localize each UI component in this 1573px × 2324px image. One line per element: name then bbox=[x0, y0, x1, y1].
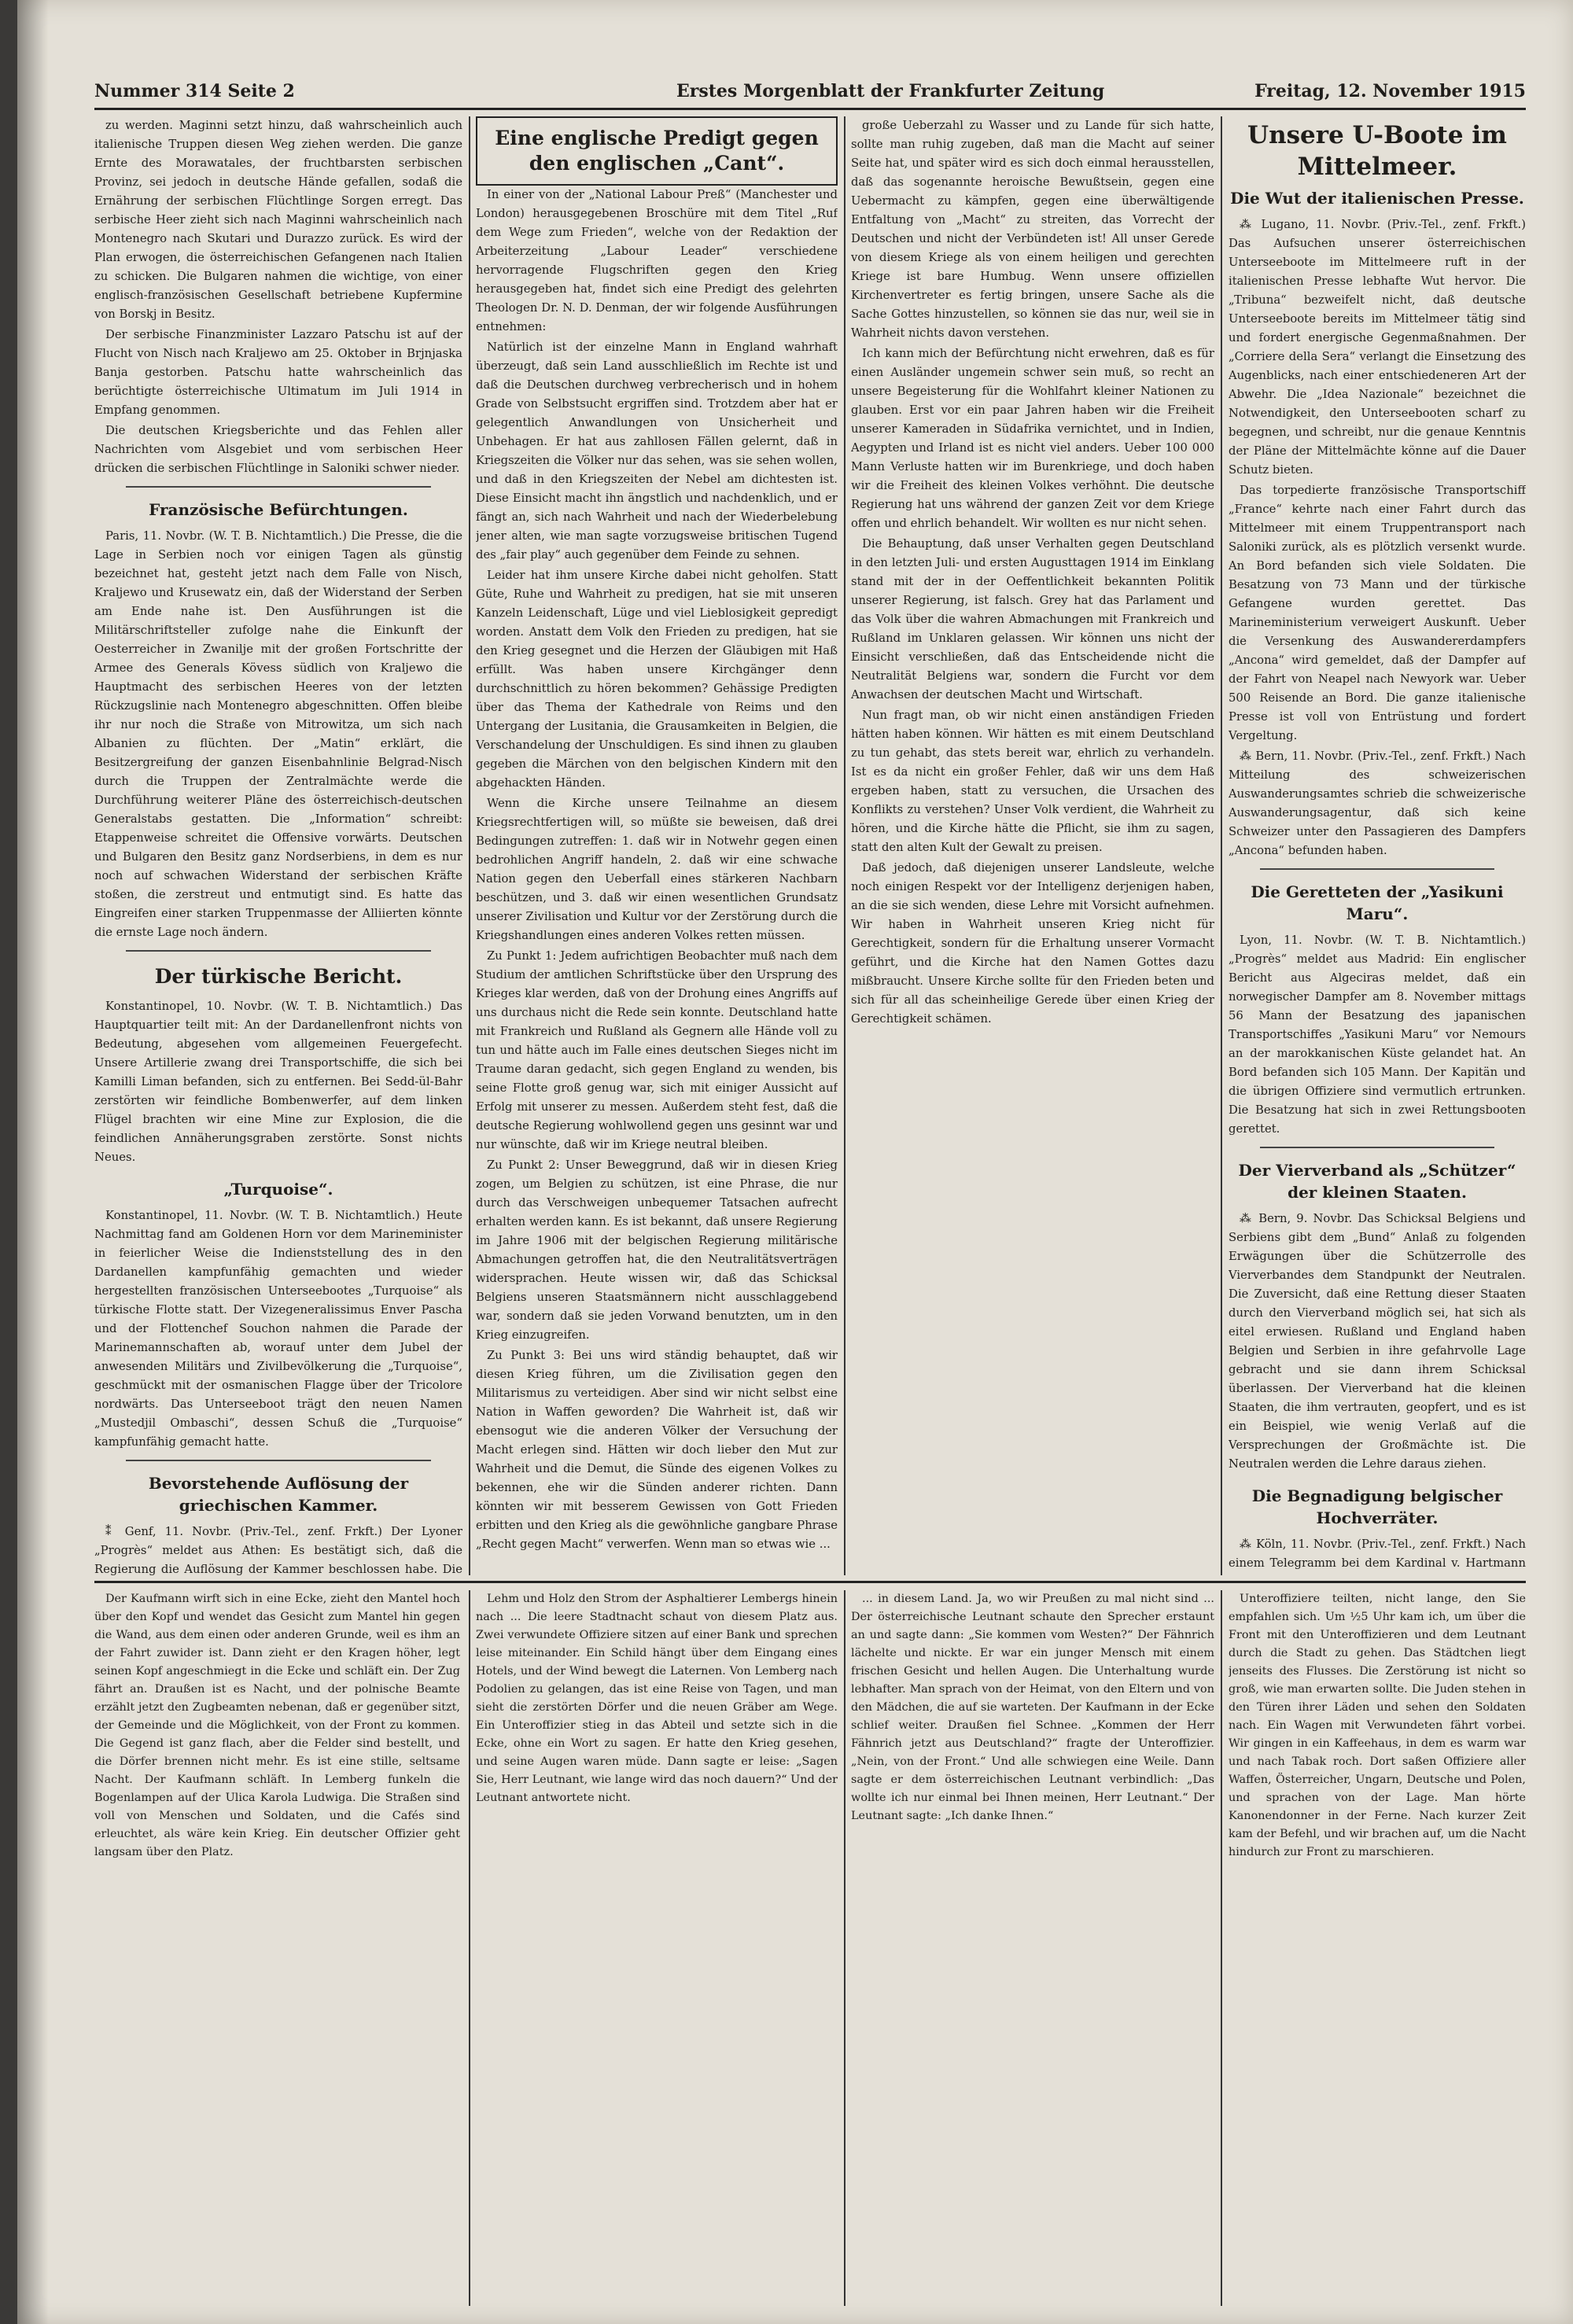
article-text: Die Behauptung, daß unser Verhalten gegen Deutschland in den letzten Juli- und ersten Augusttagen 1914 im Einklang stand mit der in der Oeffentlichkeit bekannten Politik unserer Regierung, ist falsch. Grey hat das Parlament und das Volk über die wahren Abmachungen mit Frankreich und Rußland im Unklaren gelassen. Wir können uns nicht der Einsicht verschließen, daß das Entscheidende nicht die Neutralität Belgiens war, sondern die Furcht vor dem Anwachsen der deutschen Macht und Wirtschaft. bbox=[851, 537, 1214, 702]
divider bbox=[1260, 868, 1494, 870]
headline: Unsere U-Boote im Mittelmeer. bbox=[1247, 121, 1507, 181]
masthead-rule bbox=[94, 108, 1526, 110]
column-4 bbox=[1229, 116, 1526, 1575]
column-2 bbox=[476, 116, 838, 1575]
column-rule bbox=[1221, 1590, 1222, 2306]
article-text: Leider hat ihm unsere Kirche dabei nicht geholfen. Statt Güte, Ruhe und Wahrheit zu predigen, hat sie mit unseren Kanzeln Leidenschaft, Lüge und viel Lieblosigkeit gepredigt worden. Anstatt dem Volk den Frieden zu predigen, hat sie den Krieg gesegnet und die Herzen der Gläubigen mit Haß erfüllt. Was haben unsere Kirchgänger denn durchschnittlich zu hören bekommen? Gehässige Predigten über das Thema der Kathedrale von Reims und den Untergang der Lusitania, die Grausamkeiten in Belgien, die Verschandelung der Unschuldigen. Es sind ihnen zu glauben gegeben die Märchen von den belgischen Kindern mit den abgehackten Händen. bbox=[476, 569, 838, 790]
article-text: ⁂ Bern, 11. Novbr. (Priv.-Tel., zenf. Frkft.) Nach Mitteilung des schweizerischen Auswanderungsamtes schrieb die schweizerische Auswanderungsagentur, daß sich keine Schweizer unter den Passagieren des Dampfers „Ancona“ befunden haben. bbox=[1229, 749, 1526, 857]
feuilleton-text: Der Kaufmann wirft sich in eine Ecke, zieht den Mantel hoch über den Kopf und wendet das Gesicht zum Mantel hin gegen die Wand, aus dem einen oder anderen Grunde, weil es ihm an der Fahrt zuwider ist. Dann zieht er den Kragen höher, legt seinen Kopf angeschmiegt in die Ecke und schläft ein. Der Zug fährt an. Draußen ist es Nacht, und der polnische Beamte erzählt jetzt den Zugbeamten nebenan, daß er gegenüber sitzt, der Gemeinde und die Möglichkeit, von der Front zu kommen. Die Gegend ist ganz flach, aber die Felder sind bestellt, und die Dörfer brennen nicht mehr. Es ist eine stille, seltsame Nacht. Der Kaufmann schläft. In Lemberg funkeln die Bogenlampen auf der Ulica Karola Ludwiga. Die Straßen sind voll von Menschen und Soldaten, und die Cafés sind erleuchtet, als wäre kein Krieg. Ein deutscher Offizier geht langsam über den Platz. bbox=[94, 1593, 460, 1858]
page-fold-shadow bbox=[17, 0, 49, 2324]
column-rule bbox=[469, 116, 470, 1575]
article-text: Konstantinopel, 11. Novbr. (W. T. B. Nichtamtlich.) Heute Nachmittag fand am Goldenen Horn vor dem Marineminister in feierlicher Weise die Indienststellung des in den Dardanellen kampfunfähig gemachten und wieder hergestellten französischen Unterseebootes „Turquoise“ als türkische Flotte statt. Der Vizegeneralissimus Enver Pascha und der Flottenchef Souchon nahmen die Parade der Marinemannschaften ab, worauf unter dem Jubel der anwesenden Militärs und Zivilbevölkerung die „Turquoise“, geschmückt mit der osmanischen Flagge über der Tricolore nordwärts. Das Unterseeboot trägt den neuen Namen „Mustedjil Ombaschi“, dessen Schuß die „Turquoise“ kampfunfähig gemacht hatte. bbox=[94, 1209, 462, 1449]
article-text: Ich kann mich der Befürchtung nicht erwehren, daß es für einen Ausländer ungemein schwer sein muß, so recht an unsere Begeisterung für die Wohlfahrt kleiner Nationen zu glauben. Erst vor ein paar Jahren haben wir die Freiheit unserer Kameraden in Südafrika vernichtet, und in Indien, Aegypten und Irland ist es nicht viel anders. Ueber 100 000 Mann Verluste hatten wir im Burenkriege, und doch haben wir die Freiheit des kleinen Volkes verhöhnt. Die deutsche Regierung hat uns während der ganzen Zeit vor dem Kriege offen und ehrlich behandelt. Wir wollten es nur nicht sehen. bbox=[851, 347, 1214, 530]
headline: Französische Befürchtungen. bbox=[149, 500, 408, 519]
article-text: Natürlich ist der einzelne Mann in England wahrhaft überzeugt, daß sein Land ausschließlich im Rechte ist und daß die Deutschen durchweg verbrecherisch und in hohem Grade von Selbstsucht ergriffen sind. Trotzdem aber hat er gelegentlich Anwandlungen von Unsicherheit und Unbehagen. Er hat aus zahllosen Fällen gelernt, daß in Kriegszeiten die Völker nur das sehen, was sie sehen wollen, und daß in den Kriegszeiten der Nebel am dichtesten ist. Diese Einsicht macht ihn ängstlich und nachdenklich, und er fängt an, sich nach Wahrheit und nach der Wiederbelebung jener alten, wie man sagte vorzugsweise britischen Tugend des „fair play“ auch gegenüber dem Feinde zu sehnen. bbox=[476, 341, 838, 562]
feuilleton-text: ... in diesem Land. Ja, wo wir Preußen zu mal nicht sind ... Der österreichische Leutnant schaute den Sprecher erstaunt an und sagte dann: „Sie kommen vom Westen?“ Der Fähnrich lächelte und nickte. Er war ein junger Mensch mit einem frischen Gesicht und hellen Augen. Die Unterhaltung wurde lebhafter. Man sprach von der Heimat, von den Eltern und von den Mädchen, die auf sie warteten. Der Kaufmann in der Ecke schlief weiter. Draußen fiel Schnee. „Kommen der Herr Fähnrich jetzt aus Deutschland?“ fragte der Unteroffizier. „Nein, von der Front.“ Und alle schwiegen eine Weile. Dann sagte er dem österreichischen Leutnant verbindlich: „Das wollte ich nur einmal bei Ihnen meinen, Herr Leutnant.“ Der Leutnant sagte: „Ich danke Ihnen.“ bbox=[851, 1593, 1214, 1822]
feuilleton-rule bbox=[94, 1581, 1526, 1583]
article-text: Zu Punkt 2: Unser Beweggrund, daß wir in diesen Krieg zogen, um Belgien zu schützen, ist eine Phrase, die nur durch das Verschweigen unbequemer Tatsachen aufrecht erhalten werden kann. Es ist bekannt, daß unsere Regierung im Jahre 1906 mit der belgischen Regierung militärische Abmachungen getroffen hat, die den Neutralitätsverträgen widersprachen. Heute wissen wir, daß das Schicksal Belgiens unseren Staatsmännern nicht ausschlaggebend war, sondern daß sie jeden Vorwand benutzten, um in den Krieg einzugreifen. bbox=[476, 1158, 838, 1342]
article-text: Nun fragt man, ob wir nicht einen anständigen Frieden hätten haben können. Wir hätten es mit einem Deutschland zu tun gehabt, das stets bereit war, ehrlich zu verhandeln. Ist es da nicht ein großer Fehler, daß wir uns dem Haß ergeben haben, statt zu versuchen, die Ursachen des Konflikts zu verstehen? Unser Volk verdient, die Wahrheit zu hören, und die Kirche hätte die Pflicht, sie ihm zu sagen, statt den alten Kult der Gewalt zu preisen. bbox=[851, 709, 1214, 854]
headline: Der Vierverband als „Schützer“ der kleinen Staaten. bbox=[1238, 1161, 1516, 1202]
article-text: Zu Punkt 3: Bei uns wird ständig behauptet, daß wir diesen Krieg führen, um die Zivilisation gegen den Militarismus zu verteidigen. Aber sind wir nicht selbst eine Nation in Waffen geworden? Die Wahrheit ist, daß wir ebensogut wie die anderen Völker der Versuchung der Macht erlegen sind. Hätten wir doch lieber den Mut zur Wahrheit und die Demut, die Sünde des eigenen Volkes zu bekennen, ehe wir die Sünden anderer richten. Dann könnten wir mit besserem Gewissen von Gott Frieden erbitten und den Krieg als die gewöhnliche gangbare Phrase „Recht gegen Macht“ verwerfen. Wenn man so etwas wie ... bbox=[476, 1349, 838, 1551]
column-rule bbox=[844, 116, 845, 1575]
feuilleton-column-4 bbox=[1229, 1590, 1526, 2306]
headline: Bevorstehende Auflösung der griechischen Kammer. bbox=[148, 1474, 409, 1515]
column-rule bbox=[469, 1590, 470, 2306]
column-rule bbox=[1221, 116, 1222, 1575]
article-text: Konstantinopel, 10. Novbr. (W. T. B. Nichtamtlich.) Das Hauptquartier teilt mit: An der Dardanellenfront nichts von Bedeutung, abgesehen vom allgemeinen Feuergefecht. Unsere Artillerie zwang drei Transportschiffe, die sich bei Kamilli Liman befanden, sich zu entfernen. Bei Sedd-ül-Bahr zerstörten wir feindliche Bombenwerfer, auf dem linken Flügel brachten wir eine Mine zur Explosion, die die feindlichen Annäherungsgraben zerstörte. Sonst nichts Neues. bbox=[94, 1000, 462, 1164]
article-text: In einer von der „National Labour Preß“ (Manchester und London) herausgegebenen Broschüre mit dem Titel „Ruf dem Wege zum Frieden“, welche von der Redaktion der Arbeiterzeitung „Labour Leader“ verschiedene hervorragende Flugschriften gegen den Krieg herausgegeben hat, findet sich eine Predigt des gelehrten Theologen Dr. N. D. Denman, der wir folgende Ausführungen entnehmen: bbox=[476, 188, 838, 333]
headline: Eine englische Predigt gegen den englischen „Cant“. bbox=[495, 127, 819, 175]
headline: Die Begnadigung belgischer Hochverräter. bbox=[1251, 1486, 1503, 1527]
article-text: Paris, 11. Novbr. (W. T. B. Nichtamtlich.) Die Presse, die die Lage in Serbien noch vor einigen Tagen als günstig bezeichnet hat, gesteht jetzt nach dem Falle von Nisch, Kraljewo und Krusewatz ein, daß der Widerstand der Serben am Ende nahe ist. Den Ausführungen ist die Militärschriftsteller zufolge nahe die Einkunft der Oesterreicher in Zwanilje mit der großen Fortschritte der Armee des Generals Kövess südlich von Kraljewo die Hauptmacht des serbischen Heeres von der letzten Rückzugslinie nach Montenegro abgeschnitten. Offen bleibe ihr nur noch die Straße von Mitrowitza, um sich nach Albanien zu flüchten. Der „Matin“ erklärt, die Besitzergreifung der ganzen Eisenbahnlinie Belgrad-Nisch durch die Truppen der Zentralmächte werde die Durchführung weiterer Pläne des österreichisch-deutschen Generalstabs gestatten. Die „Information“ schreibt: Etappenweise schreitet die Offensive vorwärts. Deutschen und Bulgaren den Besitz ganz Nordserbiens, in dem es nur noch auf schwachen Widerstand der serbischen Kräfte stoßen, die zerstreut und entmutigt sind. Es hatte das Eingreifen einer starken Truppenmasse der Alliierten könnte die ernste Lage noch ändern. bbox=[94, 529, 462, 939]
feuilleton-text: Lehm und Holz den Strom der Asphaltierer Lembergs hinein nach ... Die leere Stadtnacht schaut von diesem Platz aus. Zwei verwundete Offiziere sitzen auf einer Bank und sprechen leise miteinander. Ein Schild hängt über dem Eingang eines Hotels, und der Wind bewegt die Laternen. Von Lemberg nach Podolien zu gelangen, das ist eine Reise von Tagen, und man sieht die zerstörten Dörfer und die neuen Gräber am Wege. Ein Unteroffizier stieg in das Abteil und setzte sich in die Ecke, ohne ein Wort zu sagen. Er hatte den Krieg gesehen, und seine Augen waren müde. Dann sagte er leise: „Sagen Sie, Herr Leutnant, wie lange wird das noch dauern?“ Und der Leutnant antwortete nicht. bbox=[476, 1593, 838, 1804]
article-text: Lyon, 11. Novbr. (W. T. B. Nichtamtlich.) „Progrès“ meldet aus Madrid: Ein englischer Bericht aus Algeciras meldet, daß ein norwegischer Dampfer am 8. November mittags 56 Mann der Besatzung des japanischen Transportschiffes „Yasikuni Maru“ vor Nemours an der marokkanischen Küste gelandet hat. An Bord befanden sich 105 Mann. Der Kapitän und die übrigen Offiziere sind vermutlich ertrunken. Die Besatzung hat sich in zwei Rettungsbooten gerettet. bbox=[1229, 934, 1526, 1136]
headline: „Turquoise“. bbox=[223, 1180, 333, 1199]
article-text: zu werden. Maginni setzt hinzu, daß wahrscheinlich auch italienische Truppen diesen Weg ziehen werden. Die ganze Ernte des Morawatales, der fruchtbarsten serbischen Provinz, sei jedoch in deutsche Hände gefallen, sodaß die Ernährung der serbischen Flüchtlinge Sorgen erregt. Das serbische Heer zieht sich nach Maginni wahrscheinlich nach Montenegro nach Skutari und Durazzo zurück. Es wird der Plan erwogen, die österreichischen Gefangenen nach Italien zu schicken. Die Bulgaren nahmen die wichtige, von einer englisch-französischen Gesellschaft betriebene Kupfermine von Borskj in Besitz. bbox=[94, 119, 462, 321]
subheadline: Die Wut der italienischen Presse. bbox=[1230, 189, 1524, 208]
headline: Der türkische Bericht. bbox=[154, 965, 403, 988]
divider bbox=[126, 950, 431, 952]
feuilleton-text: Unteroffiziere teilten, nicht lange, den Sie empfahlen sich. Um ½5 Uhr kam ich, um über die Front mit den Unteroffizieren und dem Leutnant durch die Stadt zu gehen. Das Städtchen liegt jenseits des Flusses. Die Zerstörung ist nicht so groß, wie man erwarten sollte. Die Juden stehen in den Türen ihrer Läden und sehen den Soldaten nach. Ein Wagen mit Verwundeten fährt vorbei. Wir gingen in ein Kaffeehaus, in dem es warm war und nach Tabak roch. Dort saßen Offiziere aller Waffen, Österreicher, Ungarn, Deutsche und Polen, und sprachen von der Lage. Man hörte Kanonendonner in der Ferne. Nach kurzer Zeit kam der Befehl, und wir brachen auf, um die Nacht hindurch zur Front zu marschieren. bbox=[1229, 1593, 1526, 1858]
feuilleton-column-1 bbox=[94, 1590, 460, 2306]
divider bbox=[1260, 1147, 1494, 1148]
issue-date: Freitag, 12. November 1915 bbox=[1254, 81, 1526, 101]
article-text: Die deutschen Kriegsberichte und das Fehlen aller Nachrichten vom Alsgebiet und vom serbischen Heer drücken die serbischen Flüchtlinge in Saloniki schwer nieder. bbox=[94, 424, 462, 475]
divider bbox=[126, 1460, 431, 1461]
headline: Die Geretteten der „Yasikuni Maru“. bbox=[1251, 882, 1504, 923]
article-text: Zu Punkt 1: Jedem aufrichtigen Beobachter muß nach dem Studium der amtlichen Schriftstücke über den Ursprung des Krieges klar werden, daß von der Drohung eines Angriffs auf uns durchaus nicht die Rede sein konnte. Deutschland hatte mit Frankreich und Rußland als Gegnern alle Hände voll zu tun und hätte auch im Falle eines deutschen Sieges nicht im Traume daran gedacht, sich gegen England zu wenden, bis seine Flotte groß genug war, sich mit einiger Aussicht auf Erfolg mit unserer zu messen. Außerdem steht fest, daß die deutsche Regierung wohlwollend gegen uns gesinnt war und nur wünschte, daß wir im Kriege neutral bleiben. bbox=[476, 949, 838, 1151]
article-text: ⁑ Genf, 11. Novbr. (Priv.-Tel., zenf. Frkft.) Der Lyoner „Progrès“ meldet aus Athen: Es bestätigt sich, daß die Regierung die Auflösung der Kammer beschlossen habe. Die bbox=[94, 1525, 462, 1575]
issue-number: Nummer 314 Seite 2 bbox=[94, 81, 295, 101]
newspaper-name: Erstes Morgenblatt der Frankfurter Zeitung bbox=[676, 81, 1105, 101]
column-rule bbox=[844, 1590, 845, 2306]
headline-box bbox=[476, 116, 838, 186]
article-text: Das torpedierte französische Transportschiff „France“ kehrte nach einer Fahrt durch das Mittelmeer mit einem Truppentransport nach Saloniki zurück, als es plötzlich versenkt wurde. An Bord befanden sich viele Soldaten. Die Besatzung von 73 Mann und der türkische Gefangene wurden gerettet. Das Marineministerium verweigert Auskunft. Ueber die Versenkung des Auswandererdampfers „Ancona“ wird gemeldet, daß der Dampfer auf der Fahrt von Neapel nach Newyork war. Ueber 500 Reisende an Bord. Die ganze italienische Presse ist voll von Entrüstung und fordert Vergeltung. bbox=[1229, 484, 1526, 742]
article-text: große Ueberzahl zu Wasser und zu Lande für sich hatte, sollte man ruhig zugeben, daß man die Macht auf seiner Seite hat, und später wird es sich doch einmal herausstellen, daß das sogenannte heroische Bewußtsein, gegen eine Uebermacht zu kämpfen, gegen eine überwältigende Entfaltung von „Macht“ zu streiten, das Vorrecht der Deutschen und nicht der Verbündeten ist! All unser Gerede von diesem Kriege als von einem heiligen und gerechten Kriege ist bare Humbug. Wenn unsere offiziellen Kirchenvertreter es fertig bringen, unsere Sache als die Sache Gottes hinzustellen, so können sie das nur, weil sie in Wahrheit nichts davon verstehen. bbox=[851, 119, 1214, 340]
column-1 bbox=[94, 116, 462, 1575]
article-text: ⁂ Köln, 11. Novbr. (Priv.-Tel., zenf. Frkft.) Nach einem Telegramm bei dem Kardinal v. Hartmann bbox=[1229, 1538, 1526, 1570]
feuilleton-column-3 bbox=[851, 1590, 1214, 2306]
masthead bbox=[94, 81, 1526, 105]
article-text: ⁂ Lugano, 11. Novbr. (Priv.-Tel., zenf. Frkft.) Das Aufsuchen unserer österreichischen Unterseeboote im Mittelmeere ruft in der italienischen Presse lebhafte Wut hervor. Die „Tribuna“ bezweifelt nicht, daß deutsche Unterseeboote bereits im Mittelmeer tätig sind und fordert energische Gegenmaßnahmen. Der „Corriere della Sera“ verlangt die Einsetzung des Augenblicks, nach einer entschiedeneren Art der Abwehr. Die „Idea Nazionale“ bezeichnet die Notwendigkeit, den Unterseebooten scharf zu begegnen, und schreibt, nur die genaue Kenntnis der Pläne der Mittelmächte könne auf die Dauer Schutz bieten. bbox=[1229, 218, 1526, 477]
article-text: Der serbische Finanzminister Lazzaro Patschu ist auf der Flucht von Nisch nach Kraljewo am 25. Oktober in Brjnjaska Banja gestorben. Patschu hatte wahrscheinlich das berüchtigte österreichische Ultimatum im Juli 1914 in Empfang genommen. bbox=[94, 328, 462, 417]
article-text: Daß jedoch, daß diejenigen unserer Landsleute, welche noch einigen Respekt vor der Intelligenz derjenigen haben, an die sie sich wenden, diese Lehre mit Vorsicht aufnehmen. Wir haben in Wahrheit unseren Krieg nicht für Gerechtigkeit, sondern für die Erhaltung unserer Vormacht geführt, und die Kirche hat den Namen Gottes dazu mißbraucht. Unsere Kirche sollte für den Frieden beten und sich für all das scheinheilige Gerede über einen Krieg der Gerechtigkeit schämen. bbox=[851, 861, 1214, 1026]
column-3 bbox=[851, 116, 1214, 1575]
feuilleton-column-2 bbox=[476, 1590, 838, 2306]
article-text: Wenn die Kirche unsere Teilnahme an diesem Kriegsrechtfertigen will, so müßte sie beweisen, daß drei Bedingungen zutreffen: 1. daß wir in Notwehr gegen einen bedrohlichen Angriff handeln, 2. daß wir eine schwache Nation gegen den Ueberfall eines stärkeren Nachbarn beschützen, und 3. daß wir einen wesentlichen Grundsatz unserer Zivilisation und Kultur vor der Zerstörung durch die Kriegshandlungen eines anderen Volkes retten müssen. bbox=[476, 797, 838, 942]
divider bbox=[126, 486, 431, 488]
article-text: ⁂ Bern, 9. Novbr. Das Schicksal Belgiens und Serbiens gibt dem „Bund“ Anlaß zu folgenden Erwägungen über die Schützerrolle des Vierverbandes dem Standpunkt der Neutralen. Die Zuversicht, daß eine Rettung dieser Staaten durch den Vierverband möglich sei, hat sich als eitel erwiesen. Rußland und England haben Belgien und Serbien in ihre gefahrvolle Lage gebracht und sie dann ihrem Schicksal überlassen. Der Vierverband hat die kleinen Staaten, die ihm vertrauten, geopfert, und es ist ein Beispiel, wie wenig Verlaß auf die Versprechungen der Großmächte ist. Die Neutralen werden die Lehre daraus ziehen. bbox=[1229, 1212, 1526, 1471]
newspaper-page bbox=[17, 0, 1573, 2324]
